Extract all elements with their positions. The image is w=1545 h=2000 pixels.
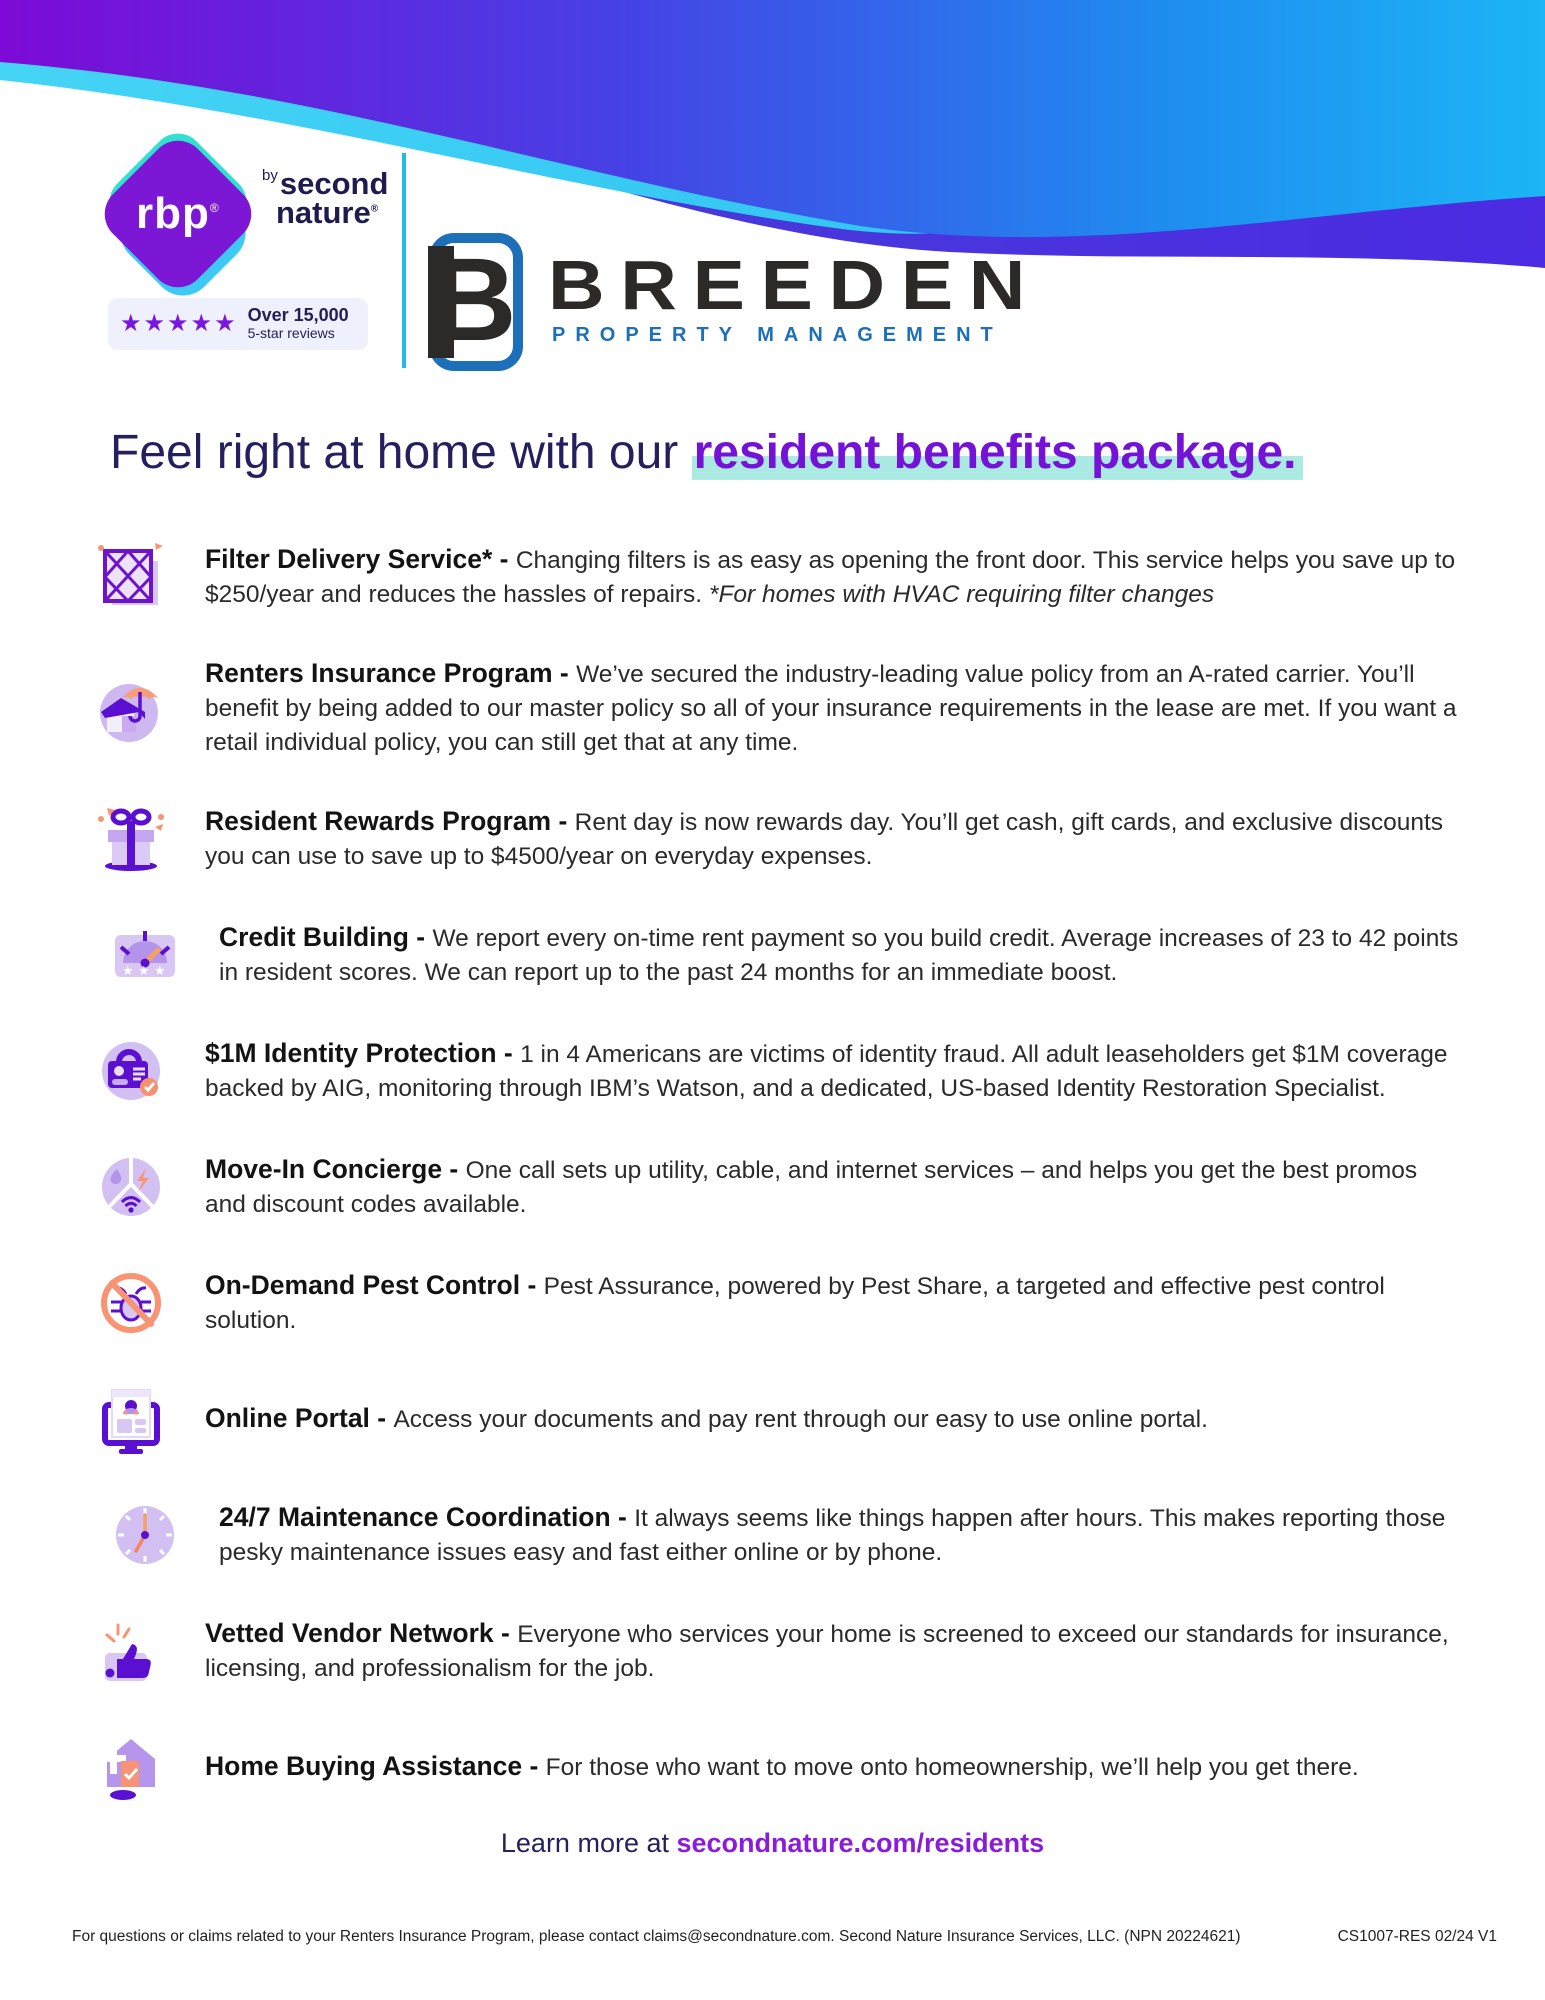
reviews-count: Over 15,000 bbox=[247, 305, 349, 326]
registered-mark: ® bbox=[210, 201, 220, 216]
house-check-icon bbox=[95, 1731, 167, 1803]
learn-more-prefix: Learn more at bbox=[500, 1828, 677, 1858]
benefit-description: Changing filters is as easy as opening the front door. This service helps you save up to $250/year and reduces the hassles of repairs. bbox=[205, 547, 1456, 608]
benefit-item bbox=[95, 656, 1460, 760]
benefit-title: Home Buying Assistance - bbox=[205, 1751, 546, 1781]
benefit-item bbox=[95, 1034, 1460, 1108]
benefit-item bbox=[95, 1150, 1460, 1224]
benefit-description: One call sets up utility, cable, and internet services – and helps you get the best promos and discount codes available. bbox=[205, 1157, 1418, 1218]
benefit-title: Credit Building - bbox=[219, 922, 433, 952]
svg-text:★: ★ bbox=[138, 963, 150, 978]
filter-icon bbox=[95, 541, 167, 613]
benefit-title: Resident Rewards Program - bbox=[205, 806, 575, 836]
reviews-badge bbox=[108, 298, 368, 350]
rbp-badge-text: rbp® bbox=[136, 188, 220, 238]
benefit-item bbox=[95, 1614, 1460, 1688]
benefit-description: We’ve secured the industry-leading value policy from an A-rated carrier. You’ll benefit by being added to our master policy so all of your insurance requirements in the lease are met. If you want a retail individual policy, you can still get that at any time. bbox=[205, 661, 1457, 756]
benefit-description: Access your documents and pay rent through our easy to use online portal. bbox=[393, 1406, 1208, 1433]
rbp-badge bbox=[108, 128, 258, 298]
breeden-tagline: PROPERTY MANAGEMENT bbox=[552, 324, 1003, 346]
benefit-item bbox=[95, 1266, 1460, 1340]
benefit-description: 1 in 4 Americans are victims of identity fraud. All adult leaseholders get $1M coverage backed by AIG, monitoring through IBM’s Watson, and a dedicated, US-based Identity Restoration Specialist. bbox=[205, 1041, 1448, 1102]
thumbs-up-icon bbox=[95, 1615, 167, 1687]
legal-note: For questions or claims related to your Renters Insurance Program, please contact claims@secondnature.com. Second Nature Insurance Services, LLC. (NPN 20224621) bbox=[72, 1928, 1241, 1945]
gift-icon bbox=[95, 803, 167, 875]
credit-gauge-icon bbox=[109, 919, 181, 991]
learn-more-link[interactable]: secondnature.com/residents bbox=[676, 1828, 1045, 1858]
benefit-item bbox=[109, 1498, 1460, 1572]
benefits-list bbox=[95, 540, 1460, 1846]
learn-more bbox=[0, 1828, 1545, 1859]
benefit-title: Online Portal - bbox=[205, 1403, 394, 1433]
benefit-title: 24/7 Maintenance Coordination - bbox=[219, 1502, 635, 1532]
benefit-description: Pest Assurance, powered by Pest Share, a targeted and effective pest control solution. bbox=[205, 1273, 1385, 1334]
no-pests-icon bbox=[95, 1267, 167, 1339]
by-label: by bbox=[262, 167, 278, 184]
online-portal-icon bbox=[95, 1383, 167, 1455]
benefit-item bbox=[109, 918, 1460, 992]
benefit-item bbox=[95, 540, 1460, 614]
second-nature-wordmark bbox=[262, 168, 388, 228]
benefit-description: We report every on-time rent payment so you build credit. Average increases of 23 to 42 points in resident scores. We can report up to the past 24 months for an immediate boost. bbox=[219, 925, 1459, 986]
benefit-title: $1M Identity Protection - bbox=[205, 1038, 521, 1068]
headline-highlight: resident benefits package. bbox=[692, 426, 1303, 483]
benefit-title: Vetted Vendor Network - bbox=[205, 1618, 518, 1648]
svg-text:★: ★ bbox=[154, 963, 166, 978]
doc-code: CS1007-RES 02/24 V1 bbox=[1337, 1928, 1497, 1945]
benefit-title: Renters Insurance Program - bbox=[205, 658, 577, 688]
page-title bbox=[110, 424, 1303, 482]
benefit-description: Everyone who services your home is screened to exceed our standards for insurance, licensing, and professionalism for the job. bbox=[205, 1621, 1449, 1682]
clock-icon bbox=[109, 1499, 181, 1571]
umbrella-house-icon bbox=[95, 672, 167, 744]
benefit-note: *For homes with HVAC requiring filter changes bbox=[702, 581, 1215, 608]
brand-second: second bbox=[279, 166, 389, 201]
registered-mark: ® bbox=[370, 203, 379, 215]
breeden-logo-mark bbox=[428, 232, 524, 372]
benefit-description: Rent day is now rewards day. You’ll get cash, gift cards, and exclusive discounts you can use to save up to $4500/year on everyday expenses. bbox=[205, 809, 1444, 870]
svg-text:★: ★ bbox=[122, 963, 134, 978]
benefit-title: Move-In Concierge - bbox=[205, 1154, 466, 1184]
headline-prefix: Feel right at home with our bbox=[110, 426, 692, 479]
benefit-description: For those who want to move onto homeownership, we’ll help you get there. bbox=[545, 1754, 1359, 1781]
id-protection-icon bbox=[95, 1035, 167, 1107]
benefit-item bbox=[95, 802, 1460, 876]
star-rating: ★★★★★ bbox=[120, 310, 238, 337]
benefit-title: On-Demand Pest Control - bbox=[205, 1270, 544, 1300]
benefit-description: It always seems like things happen after hours. This makes reporting those pesky maintenance issues easy and fast either online or by phone. bbox=[219, 1505, 1446, 1566]
breeden-wordmark: BREEDEN bbox=[548, 246, 1042, 324]
svg-text:B: B bbox=[431, 234, 517, 366]
benefit-title: Filter Delivery Service* - bbox=[205, 544, 516, 574]
email-link[interactable]: claims@secondnature.com bbox=[643, 1928, 831, 1945]
rbp-badge-front bbox=[93, 129, 263, 299]
legal-row bbox=[72, 1928, 1497, 1946]
logo-divider bbox=[402, 153, 406, 368]
reviews-caption: 5-star reviews bbox=[247, 325, 335, 342]
brand-nature: nature bbox=[276, 195, 371, 230]
utilities-icon bbox=[95, 1151, 167, 1223]
benefit-item bbox=[95, 1730, 1460, 1804]
benefit-item bbox=[95, 1382, 1460, 1456]
